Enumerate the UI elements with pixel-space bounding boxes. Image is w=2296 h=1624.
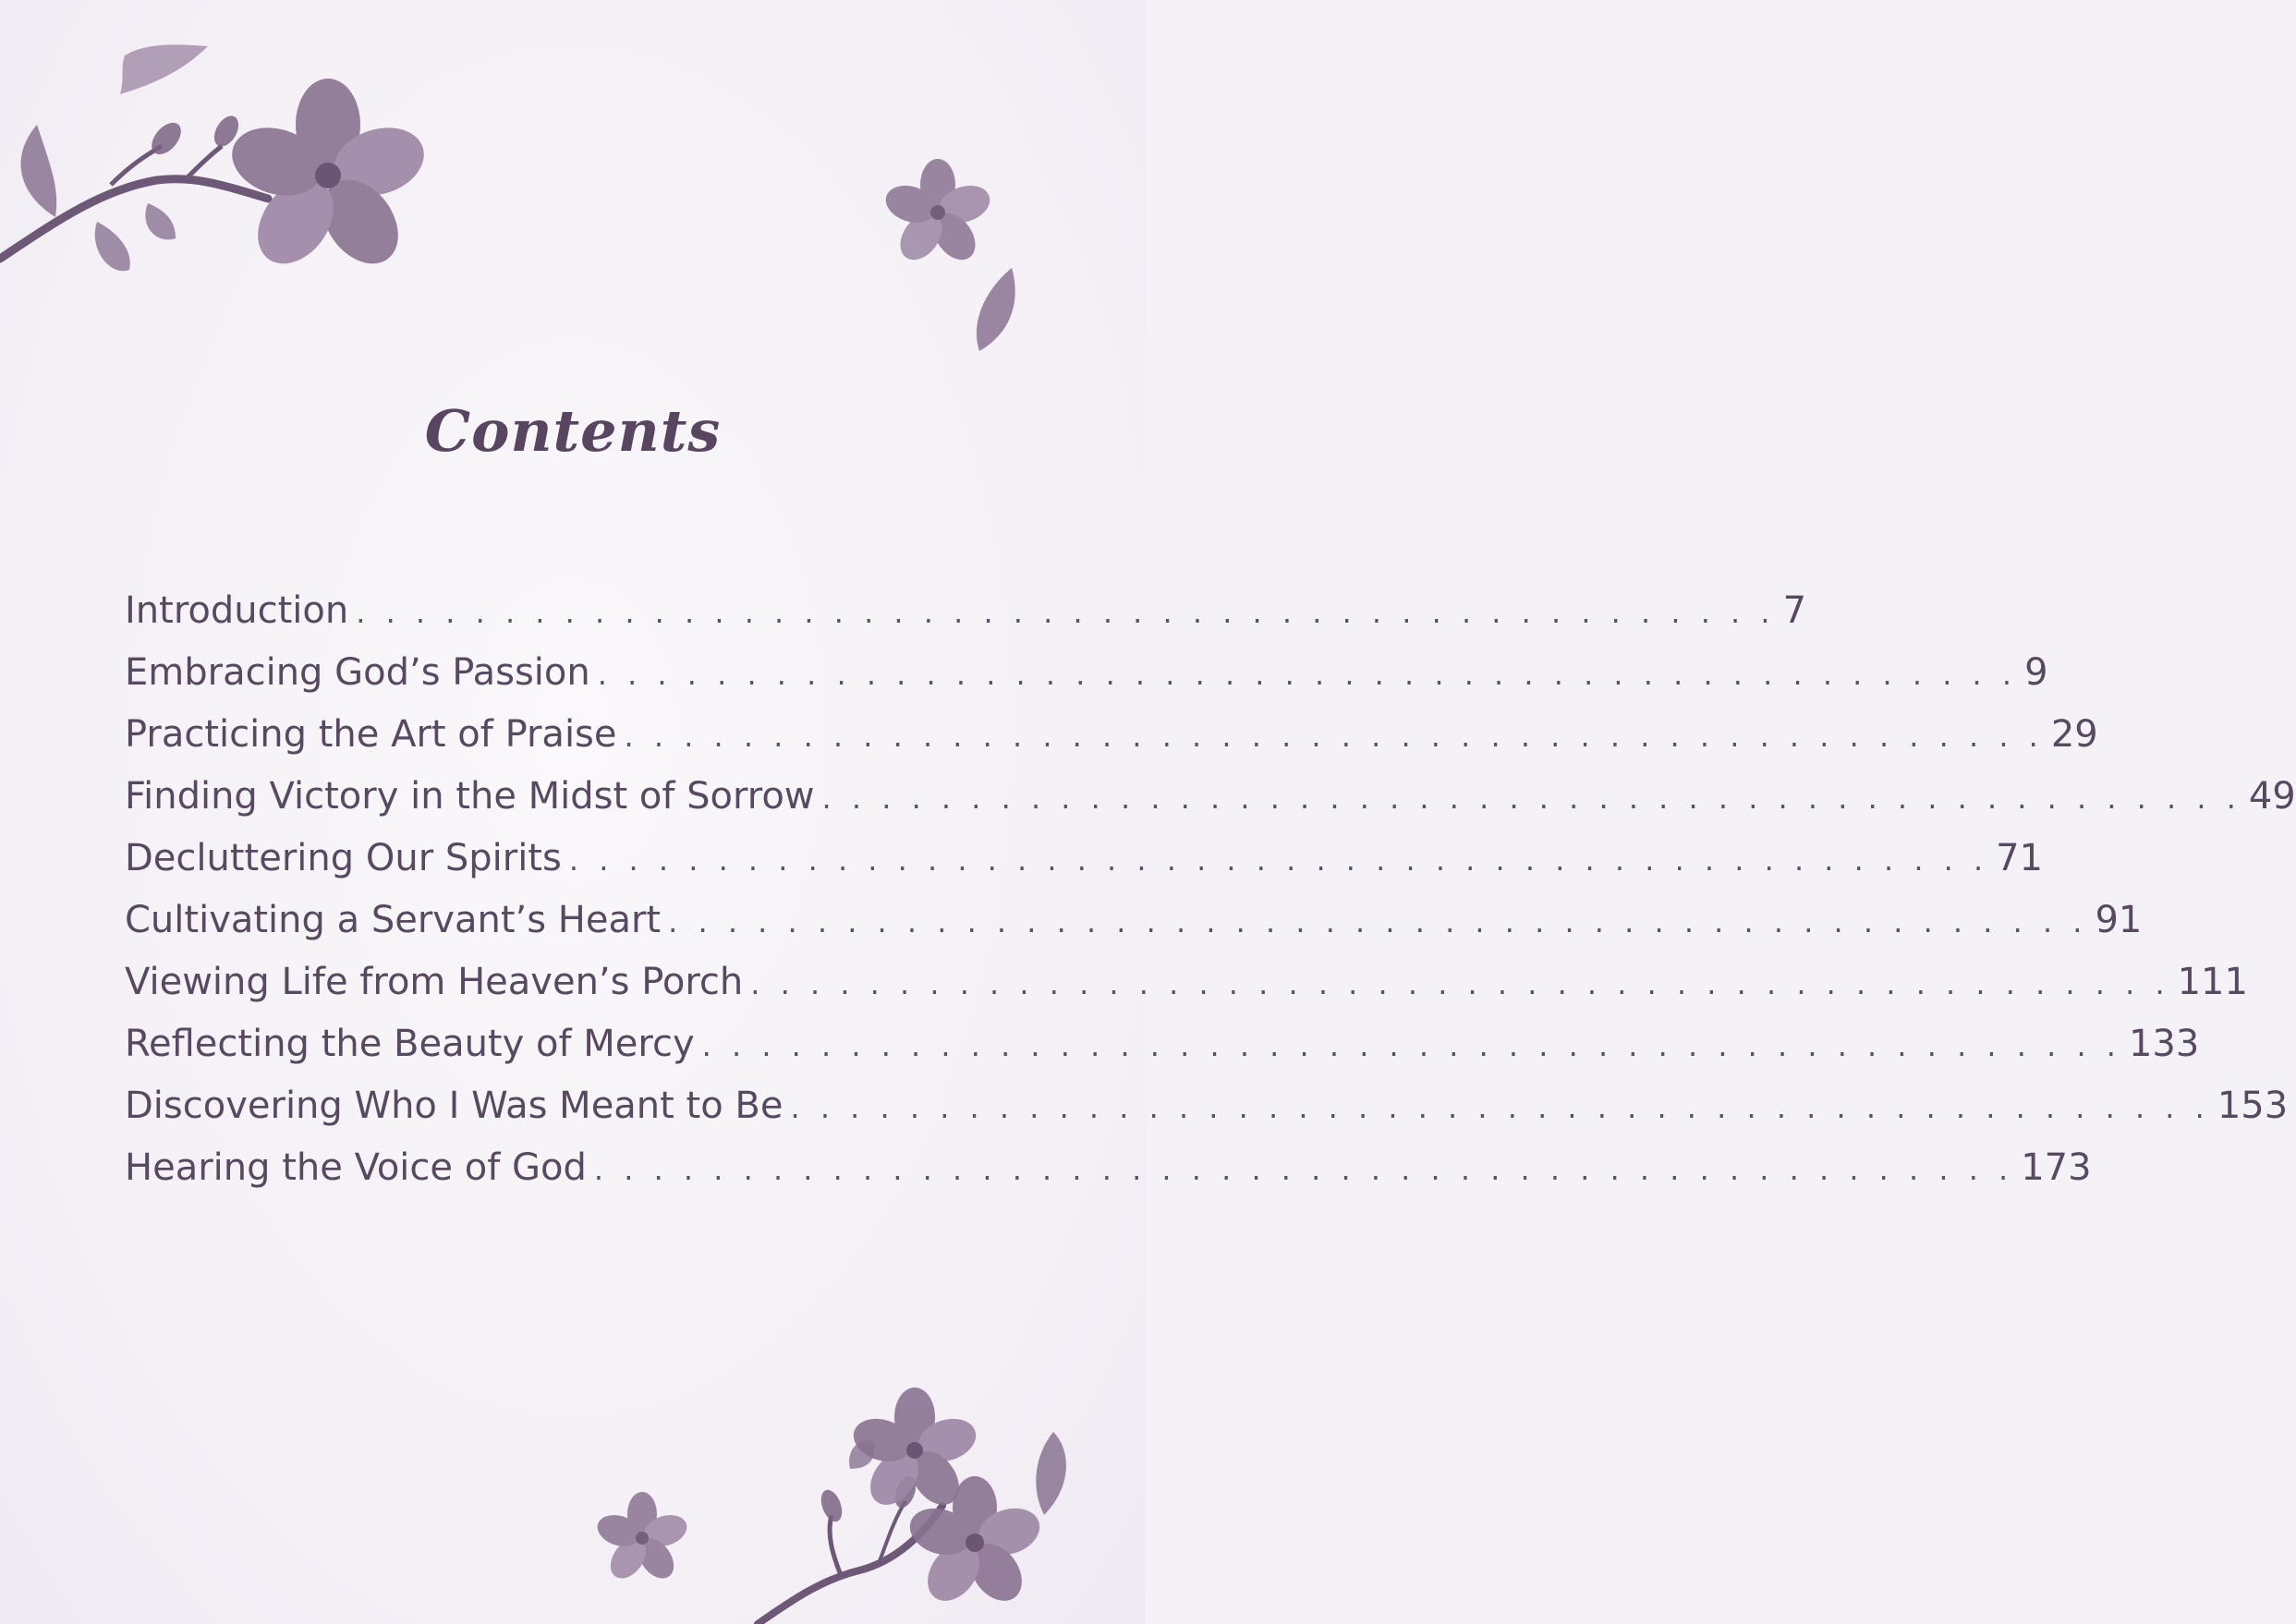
toc-entry-title: Reflecting the Beauty of Mercy bbox=[125, 1023, 695, 1065]
toc-leader-dots: . . . . . . . . . . . . . . . . . . . . . . . . . . . . . . . . . . . . . . . . . . . . . . . . bbox=[750, 966, 2170, 1001]
toc-entry-title: Viewing Life from Heaven’s Porch bbox=[125, 961, 744, 1003]
toc-entry[interactable] bbox=[125, 775, 2296, 837]
toc-entry[interactable] bbox=[125, 837, 2044, 899]
toc-entry-page: 153 bbox=[2217, 1085, 2289, 1127]
toc-entry-page: 111 bbox=[2177, 961, 2248, 1003]
page-title: Contents bbox=[424, 397, 722, 465]
toc-entry-page: 29 bbox=[2050, 713, 2098, 756]
table-of-contents bbox=[125, 589, 2296, 1208]
small-flower-bottom-center-icon bbox=[591, 1487, 693, 1589]
toc-entry-title: Decluttering Our Spirits bbox=[125, 837, 562, 879]
toc-entry-page: 7 bbox=[1782, 589, 1807, 632]
toc-entry[interactable] bbox=[125, 1085, 2289, 1146]
toc-entry-title: Discovering Who I Was Meant to Be bbox=[125, 1085, 784, 1127]
toc-leader-dots: . . . . . . . . . . . . . . . . . . . . . . . . . . . . . . . . . . . . . . . . . . . . . . . . bbox=[821, 781, 2241, 816]
toc-entry-title: Hearing the Voice of God bbox=[125, 1146, 587, 1189]
toc-entry[interactable] bbox=[125, 713, 2098, 775]
branch-blossom-bottom-right-icon bbox=[739, 1413, 1146, 1624]
toc-entry-page: 91 bbox=[2095, 899, 2143, 941]
toc-leader-dots: . . . . . . . . . . . . . . . . . . . . . . . . . . . . . . . . . . . . . . . . . . . . . . . . bbox=[668, 904, 2088, 939]
toc-leader-dots: . . . . . . . . . . . . . . . . . . . . . . . . . . . . . . . . . . . . . . . . . . . . . . . . bbox=[624, 719, 2044, 754]
toc-entry-title: Cultivating a Servant’s Heart bbox=[125, 899, 662, 941]
toc-entry-page: 173 bbox=[2021, 1146, 2092, 1189]
toc-entry[interactable] bbox=[125, 899, 2143, 961]
toc-entry-title: Embracing God’s Passion bbox=[125, 651, 590, 694]
toc-entry-title: Introduction bbox=[125, 589, 349, 632]
toc-entry-title: Practicing the Art of Praise bbox=[125, 713, 617, 756]
toc-entry[interactable] bbox=[125, 1146, 2092, 1208]
toc-entry[interactable] bbox=[125, 1023, 2200, 1085]
toc-entry[interactable] bbox=[125, 651, 2048, 713]
small-flower-top-right-icon bbox=[878, 152, 998, 273]
toc-leader-dots: . . . . . . . . . . . . . . . . . . . . . . . . . . . . . . . . . . . . . . . . . . . . . . . . bbox=[790, 1090, 2210, 1125]
toc-leader-dots: . . . . . . . . . . . . . . . . . . . . . . . . . . . . . . . . . . . . . . . . . . . . . . . . bbox=[568, 842, 1989, 878]
toc-leader-dots: . . . . . . . . . . . . . . . . . . . . . . . . . . . . . . . . . . . . . . . . . . . . . . . . bbox=[593, 1152, 2014, 1187]
toc-entry-page: 49 bbox=[2248, 775, 2296, 818]
toc-leader-dots: . . . . . . . . . . . . . . . . . . . . . . . . . . . . . . . . . . . . . . . . . . . . . . . . bbox=[356, 595, 1776, 630]
toc-entry-page: 9 bbox=[2024, 651, 2048, 694]
toc-entry-page: 71 bbox=[1996, 837, 2044, 879]
toc-entry[interactable] bbox=[125, 961, 2248, 1023]
toc-entry-page: 133 bbox=[2128, 1023, 2200, 1065]
branch-blossom-top-left-icon bbox=[0, 28, 416, 296]
toc-entry-title: Finding Victory in the Midst of Sorrow bbox=[125, 775, 815, 818]
petal-top-right-icon bbox=[970, 263, 1026, 356]
toc-entry[interactable] bbox=[125, 589, 1807, 651]
toc-leader-dots: . . . . . . . . . . . . . . . . . . . . . . . . . . . . . . . . . . . . . . . . . . . . . . . . bbox=[701, 1028, 2121, 1063]
toc-leader-dots: . . . . . . . . . . . . . . . . . . . . . . . . . . . . . . . . . . . . . . . . . . . . . . . . bbox=[597, 657, 2018, 692]
